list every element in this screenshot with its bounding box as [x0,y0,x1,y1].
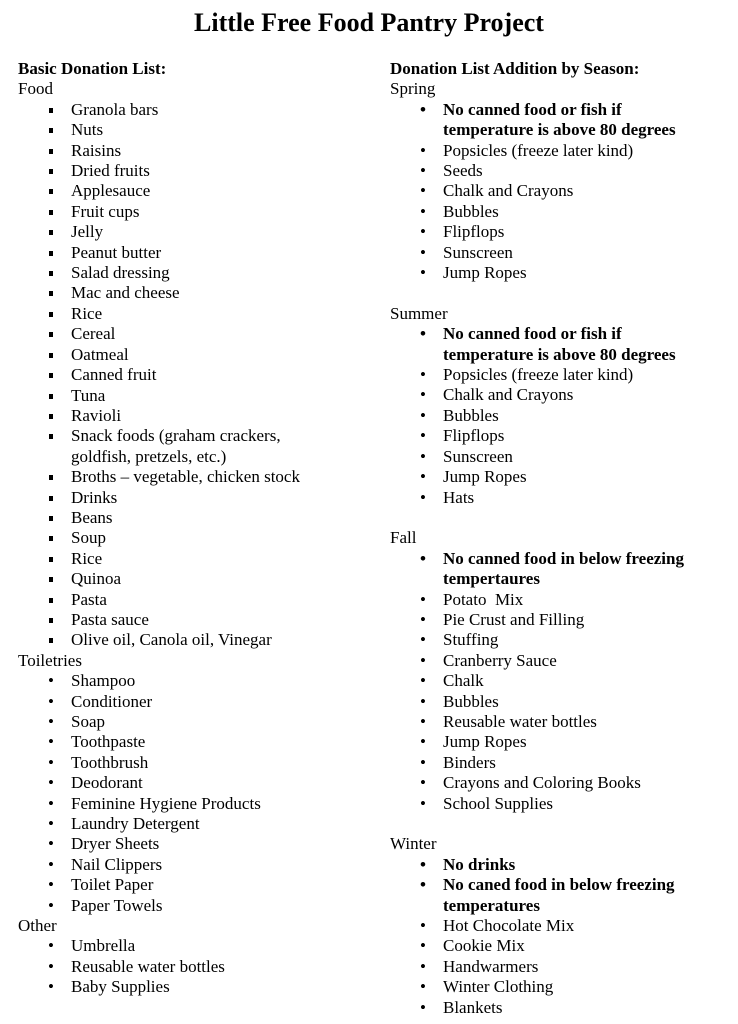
list-item: Chalk [443,671,484,691]
food-section-label: Food [18,79,53,99]
list-item: Olive oil, Canola oil, Vinegar [71,630,272,650]
list-item: Beans [71,507,113,527]
list-item: Deodorant [71,773,143,793]
list-item: Rice [71,548,103,568]
list-item: Popsicles (freeze later kind) [443,140,634,160]
list-item: Bubbles [443,691,499,711]
list-item: No drinks [443,854,516,874]
list-item: Winter Clothing [443,977,554,997]
list-item: Oatmeal [71,344,129,364]
spring-section-label: Spring [390,79,436,99]
list-item: Flipflops [443,426,505,446]
list-item: Hot Chocolate Mix [443,916,575,936]
list-item: Pasta sauce [71,609,149,629]
list-item: Jump Ropes [443,263,527,283]
list-item: Seeds [443,161,483,181]
fall-section-label: Fall [390,528,417,548]
page-title: Little Free Food Pantry Project [194,8,544,37]
list-item-continuation: temperatures [443,895,540,915]
list-item: Jelly [71,222,104,242]
spring-list [390,100,730,284]
seasonal-donation-heading: Donation List Addition by Season: [390,59,640,78]
list-item: Baby Supplies [71,977,170,997]
list-item: Mac and cheese [71,283,180,303]
summer-section-label: Summer [390,303,448,323]
summer-list [390,324,730,508]
basic-donation-column [18,59,368,998]
section-spacer [390,814,730,834]
list-item: Ravioli [71,405,122,425]
list-item-continuation: temperature is above 80 degrees [443,344,676,364]
fall-list [390,549,730,814]
section-spacer [390,508,730,528]
list-item: Toothbrush [71,752,149,772]
list-item: Snack foods (graham crackers, [71,426,281,446]
list-item: Shampoo [71,671,136,691]
other-section-label: Other [18,916,57,936]
list-item: Jump Ropes [443,467,527,487]
section-spacer [390,283,730,303]
list-item: Broths – vegetable, chicken stock [71,467,300,487]
list-item: Salad dressing [71,263,170,283]
list-item-continuation: temperature is above 80 degrees [443,120,676,140]
seasonal-donation-column [390,59,730,1018]
list-item: Toothpaste [71,732,146,752]
toiletries-list [18,671,368,916]
list-item: Handwarmers [443,956,539,976]
list-item: Pasta [71,589,107,609]
list-item: School Supplies [443,793,554,813]
list-item-continuation: tempertaures [443,569,540,589]
list-item: Hats [443,487,475,507]
list-item: Tuna [71,385,106,405]
list-item: Nail Clippers [71,854,163,874]
list-item: Canned fruit [71,365,157,385]
list-item: Soap [71,712,105,731]
list-item: Soup [71,528,106,548]
list-item: Quinoa [71,569,122,589]
list-item-continuation: goldfish, pretzels, etc.) [71,446,227,466]
list-item: Cereal [71,324,116,344]
list-item: No caned food in below freezing [443,875,675,895]
list-item: Toilet Paper [71,875,154,895]
list-item: Sunscreen [443,242,513,262]
list-item: Laundry Detergent [71,814,200,834]
list-item: Drinks [71,487,118,507]
list-item: Blankets [443,997,503,1017]
list-item: Chalk and Crayons [443,181,574,201]
list-item: Bubbles [443,405,499,425]
list-item: Rice [71,303,103,323]
list-item: Flipflops [443,222,505,242]
winter-section-label: Winter [390,834,437,854]
list-item: Cookie Mix [443,936,525,956]
list-item: Reusable water bottles [443,711,597,731]
list-item: Sunscreen [443,446,513,466]
list-item: Fruit cups [71,201,140,221]
list-item: Applesauce [71,181,151,201]
toiletries-section-label: Toiletries [18,650,82,670]
list-item: Potato Mix [443,589,524,609]
list-item: Paper Towels [71,895,163,915]
food-list [18,100,368,651]
list-item: Granola bars [71,99,159,119]
basic-donation-heading: Basic Donation List: [18,59,167,78]
list-item: No canned food or fish if [443,324,622,344]
list-item: Chalk and Crayons [443,385,574,405]
list-item: Conditioner [71,691,153,711]
list-item: Dryer Sheets [71,834,160,854]
list-item: Popsicles (freeze later kind) [443,365,634,385]
list-item: Feminine Hygiene Products [71,793,261,813]
list-item: Reusable water bottles [71,956,225,976]
list-item: Peanut butter [71,242,162,262]
list-item: Binders [443,752,496,772]
list-item: Stuffing [443,630,499,650]
list-item: No canned food or fish if [443,99,622,119]
list-item: Pie Crust and Filling [443,609,585,629]
list-item: Umbrella [71,936,136,956]
list-item: Raisins [71,140,122,160]
list-item: Nuts [71,120,104,140]
other-list [18,936,368,997]
list-item: Crayons and Coloring Books [443,773,641,793]
winter-list [390,855,730,1018]
list-item: Bubbles [443,201,499,221]
list-item: Jump Ropes [443,732,527,752]
list-item: Dried fruits [71,161,150,181]
list-item: No canned food in below freezing [443,548,684,568]
list-item: Cranberry Sauce [443,650,557,670]
